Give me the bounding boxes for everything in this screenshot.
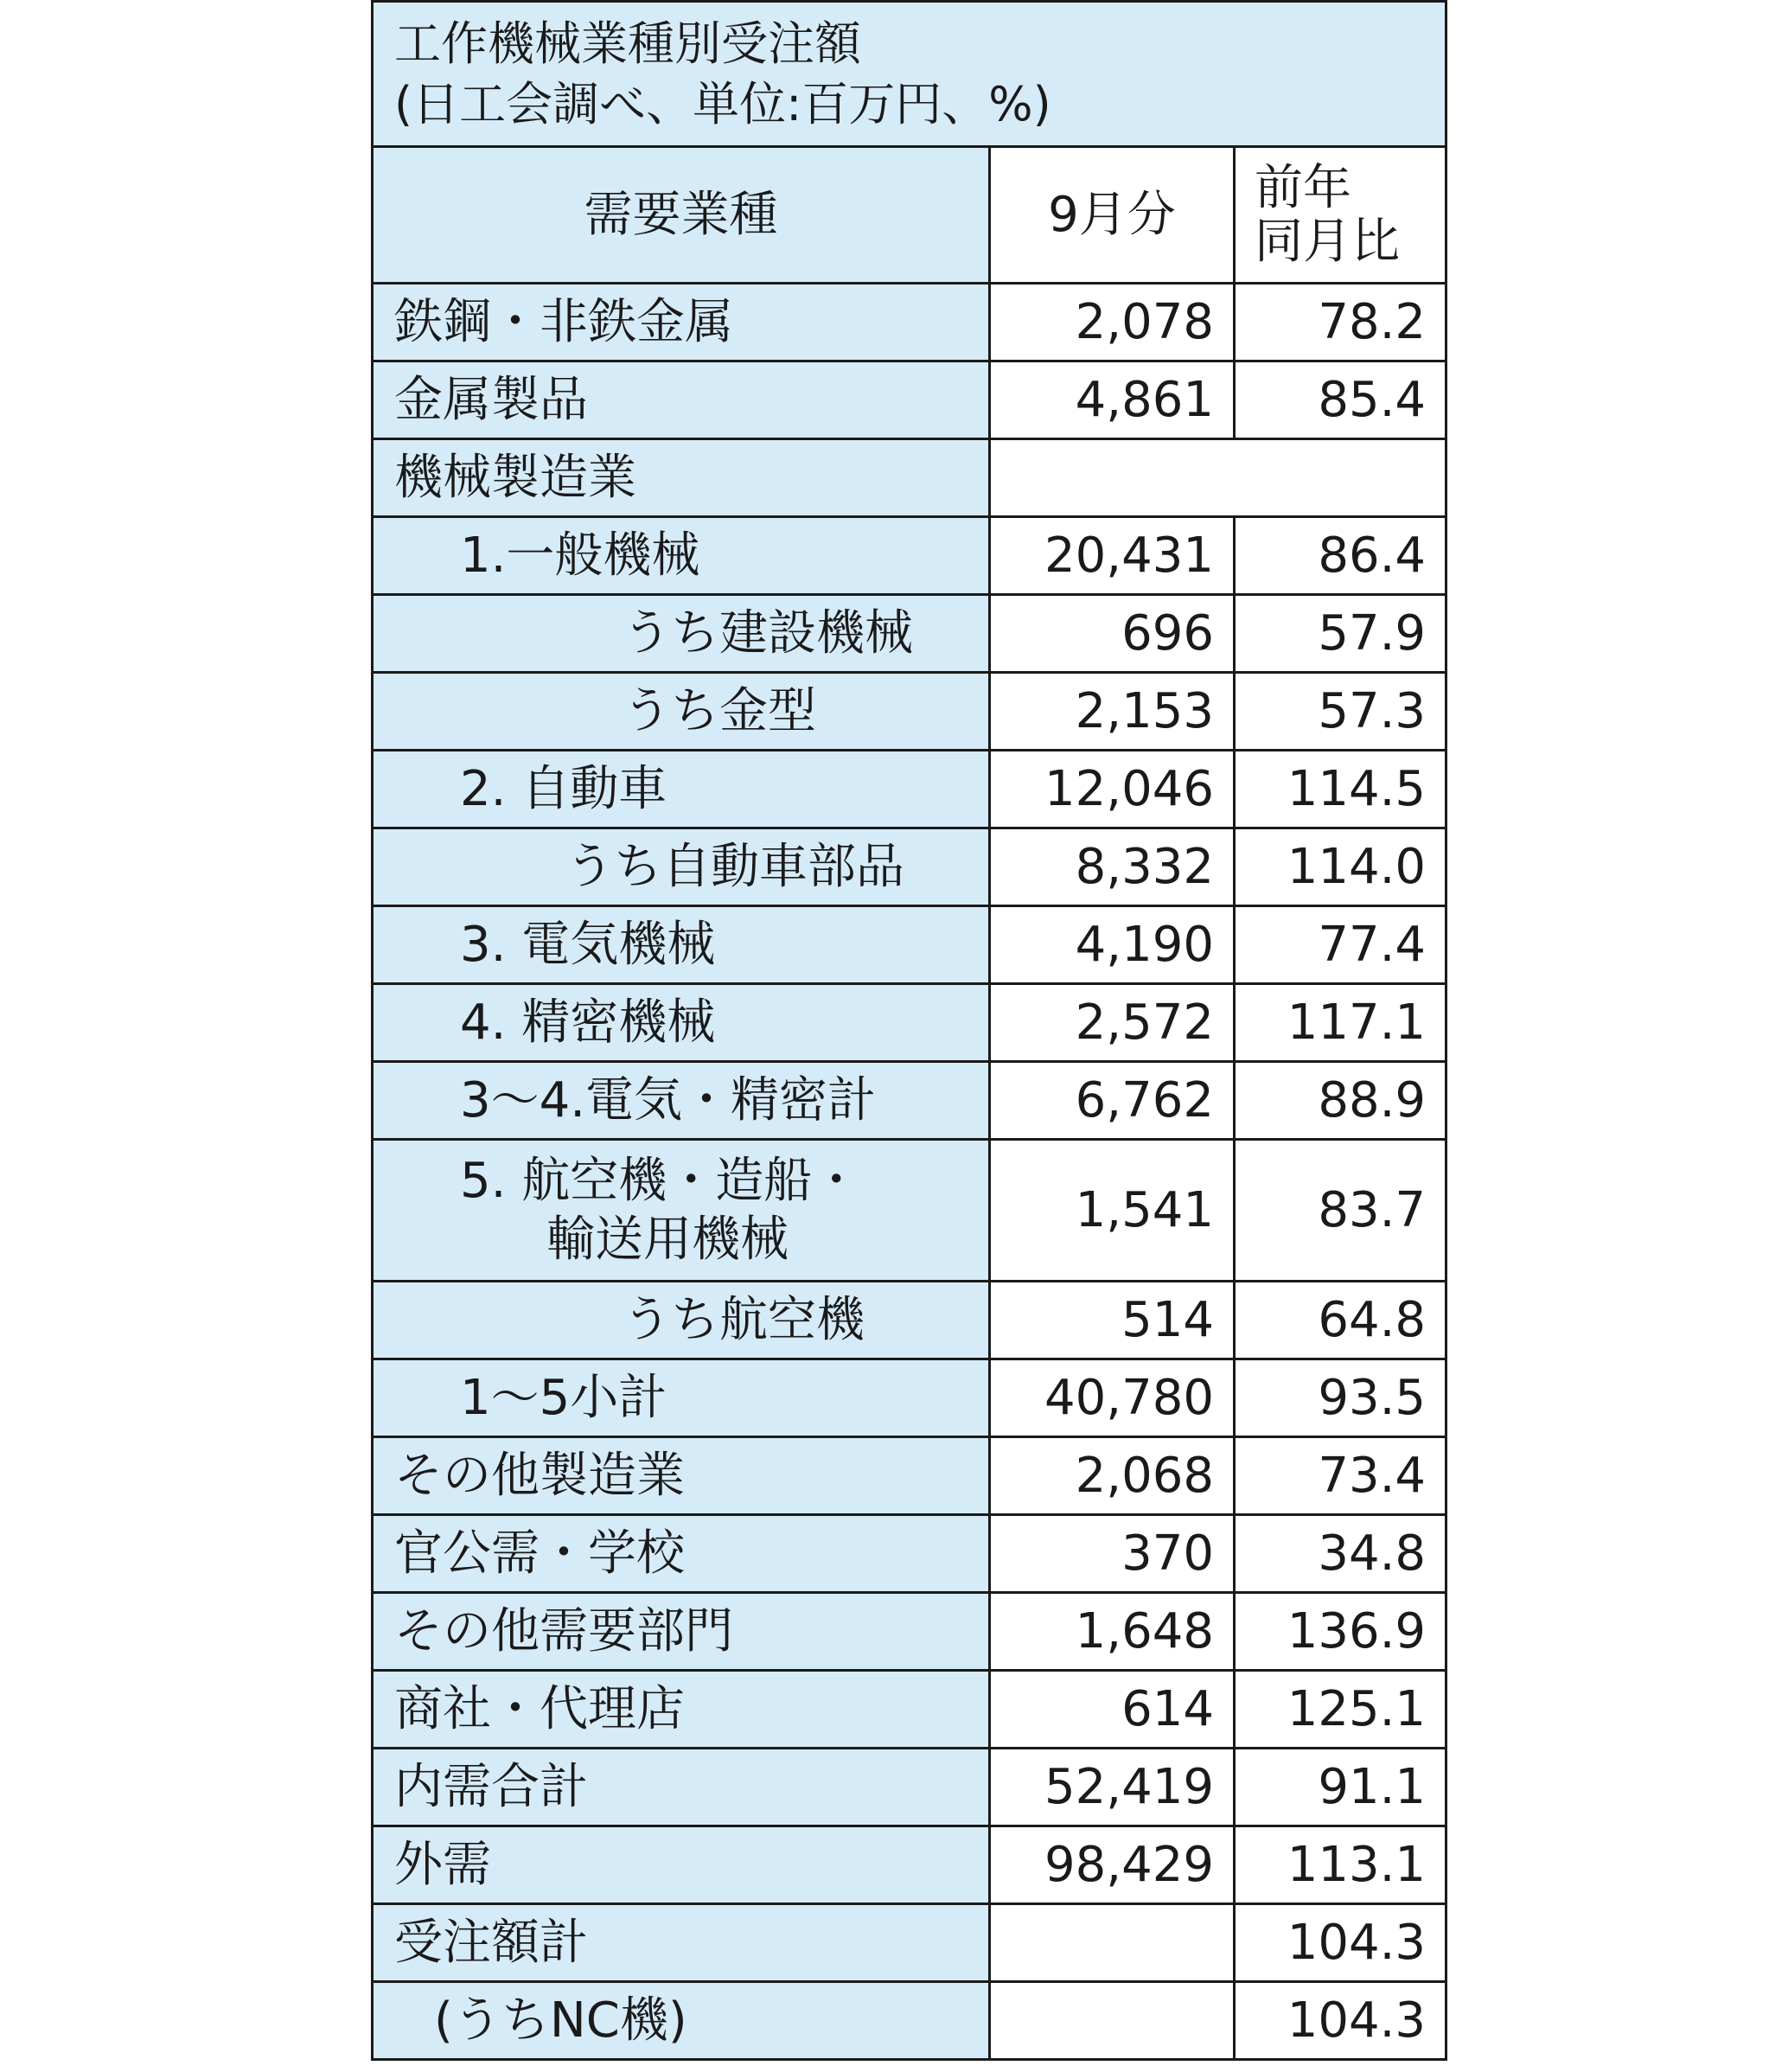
row-label: その他製造業 bbox=[373, 1437, 990, 1515]
row-month-value: 370 bbox=[990, 1515, 1235, 1593]
row-label: うち建設機械 bbox=[373, 595, 990, 673]
row-label: 鉄鋼・非鉄金属 bbox=[373, 284, 990, 361]
row-yoy-value: 113.1 bbox=[1235, 1826, 1446, 1904]
row-yoy-value: 85.4 bbox=[1235, 361, 1446, 439]
row-month-value: 2,153 bbox=[990, 673, 1235, 751]
table-row bbox=[373, 906, 1446, 984]
row-yoy-value: 91.1 bbox=[1235, 1749, 1446, 1826]
table-row bbox=[373, 284, 1446, 361]
row-label: 1〜5小計 bbox=[373, 1359, 990, 1437]
table-row bbox=[373, 828, 1446, 906]
row-label-line1: 5. 航空機・造船・ bbox=[460, 1152, 861, 1209]
table-row bbox=[373, 361, 1446, 439]
row-month-value: 8,332 bbox=[990, 828, 1235, 906]
row-month-value: 514 bbox=[990, 1282, 1235, 1359]
header-yoy bbox=[1235, 147, 1446, 284]
row-month-value: 6,762 bbox=[990, 1062, 1235, 1140]
row-label: 内需合計 bbox=[373, 1749, 990, 1826]
row-yoy-value: 104.3 bbox=[1235, 1904, 1446, 1982]
header-category: 需要業種 bbox=[373, 147, 990, 284]
row-month-value: 2,572 bbox=[990, 984, 1235, 1062]
row-month-value bbox=[990, 1982, 1235, 2060]
row-label: 4. 精密機械 bbox=[373, 984, 990, 1062]
table-row bbox=[373, 1515, 1446, 1593]
row-yoy-value: 77.4 bbox=[1235, 906, 1446, 984]
row-label: (うちNC機) bbox=[373, 1982, 990, 2060]
table-row bbox=[373, 1282, 1446, 1359]
row-label bbox=[373, 1140, 990, 1282]
row-yoy-value: 88.9 bbox=[1235, 1062, 1446, 1140]
row-month-value: 52,419 bbox=[990, 1749, 1235, 1826]
table-title-line2: (日工会調べ、単位:百万円、%) bbox=[394, 76, 1051, 131]
table-title bbox=[373, 2, 1446, 147]
header-row bbox=[373, 147, 1446, 284]
row-month-value: 696 bbox=[990, 595, 1235, 673]
row-month-value: 98,429 bbox=[990, 1826, 1235, 1904]
table-row bbox=[373, 1140, 1446, 1282]
table-title-line1: 工作機械業種別受注額 bbox=[394, 16, 861, 71]
row-month-value: 12,046 bbox=[990, 751, 1235, 828]
table-row bbox=[373, 1749, 1446, 1826]
row-label: その他需要部門 bbox=[373, 1593, 990, 1671]
row-month-value: 1,648 bbox=[990, 1593, 1235, 1671]
header-month: 9月分 bbox=[990, 147, 1235, 284]
table-row bbox=[373, 439, 1446, 517]
table-row bbox=[373, 1359, 1446, 1437]
row-label: 1.一般機械 bbox=[373, 517, 990, 595]
row-month-value: 2,078 bbox=[990, 284, 1235, 361]
table-row bbox=[373, 984, 1446, 1062]
row-label: 外需 bbox=[373, 1826, 990, 1904]
row-month-value: 4,190 bbox=[990, 906, 1235, 984]
row-month-value: 20,431 bbox=[990, 517, 1235, 595]
table-row bbox=[373, 1982, 1446, 2060]
orders-table bbox=[371, 0, 1447, 2061]
row-yoy-value: 86.4 bbox=[1235, 517, 1446, 595]
row-yoy-value: 125.1 bbox=[1235, 1671, 1446, 1749]
row-month-value: 40,780 bbox=[990, 1359, 1235, 1437]
row-month-value: 614 bbox=[990, 1671, 1235, 1749]
row-yoy-value: 136.9 bbox=[1235, 1593, 1446, 1671]
table-row bbox=[373, 1437, 1446, 1515]
title-row bbox=[373, 2, 1446, 147]
row-yoy-value: 57.3 bbox=[1235, 673, 1446, 751]
row-empty-values bbox=[990, 439, 1446, 517]
row-yoy-value: 83.7 bbox=[1235, 1140, 1446, 1282]
row-yoy-value: 114.0 bbox=[1235, 828, 1446, 906]
row-label: 商社・代理店 bbox=[373, 1671, 990, 1749]
row-yoy-value: 73.4 bbox=[1235, 1437, 1446, 1515]
table-row bbox=[373, 1062, 1446, 1140]
row-label: 3. 電気機械 bbox=[373, 906, 990, 984]
table-row bbox=[373, 517, 1446, 595]
row-yoy-value: 34.8 bbox=[1235, 1515, 1446, 1593]
row-yoy-value: 64.8 bbox=[1235, 1282, 1446, 1359]
row-month-value bbox=[990, 1904, 1235, 1982]
row-label: 3〜4.電気・精密計 bbox=[373, 1062, 990, 1140]
row-label: うち航空機 bbox=[373, 1282, 990, 1359]
table-row bbox=[373, 1671, 1446, 1749]
row-yoy-value: 114.5 bbox=[1235, 751, 1446, 828]
table-row bbox=[373, 673, 1446, 751]
row-yoy-value: 117.1 bbox=[1235, 984, 1446, 1062]
row-yoy-value: 78.2 bbox=[1235, 284, 1446, 361]
row-label: 機械製造業 bbox=[373, 439, 990, 517]
table-row bbox=[373, 1904, 1446, 1982]
row-label: うち金型 bbox=[373, 673, 990, 751]
row-label: 官公需・学校 bbox=[373, 1515, 990, 1593]
row-label: うち自動車部品 bbox=[373, 828, 990, 906]
row-yoy-value: 104.3 bbox=[1235, 1982, 1446, 2060]
row-month-value: 1,541 bbox=[990, 1140, 1235, 1282]
table-row bbox=[373, 595, 1446, 673]
header-yoy-line2: 同月比 bbox=[1255, 213, 1400, 270]
row-label: 2. 自動車 bbox=[373, 751, 990, 828]
table-row bbox=[373, 751, 1446, 828]
row-label: 受注額計 bbox=[373, 1904, 990, 1982]
table-row bbox=[373, 1826, 1446, 1904]
row-label-line2: 輸送用機械 bbox=[546, 1211, 789, 1268]
row-yoy-value: 57.9 bbox=[1235, 595, 1446, 673]
row-month-value: 2,068 bbox=[990, 1437, 1235, 1515]
row-label: 金属製品 bbox=[373, 361, 990, 439]
row-month-value: 4,861 bbox=[990, 361, 1235, 439]
table-row bbox=[373, 1593, 1446, 1671]
header-yoy-line1: 前年 bbox=[1255, 159, 1351, 216]
row-yoy-value: 93.5 bbox=[1235, 1359, 1446, 1437]
